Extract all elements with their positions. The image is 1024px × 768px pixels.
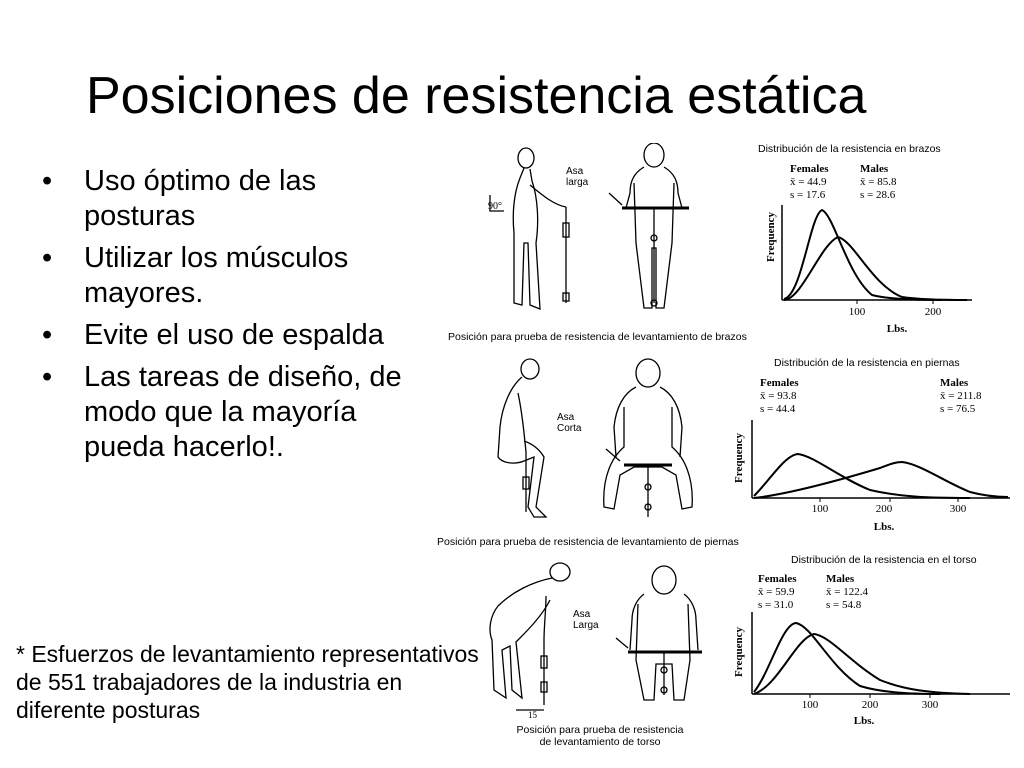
bullet-text: Uso óptimo de las posturas bbox=[84, 165, 317, 232]
bullet-dot: • bbox=[42, 165, 53, 197]
bullet-dot: • bbox=[42, 242, 53, 274]
handle-word: Asa bbox=[557, 412, 575, 423]
y-axis-label: Frequency bbox=[733, 433, 745, 483]
legs-females-stats bbox=[760, 377, 798, 416]
females-sd: s = 31.0 bbox=[758, 599, 794, 611]
y-axis-label: Frequency bbox=[733, 627, 745, 677]
bullet-dot: • bbox=[42, 361, 53, 393]
females-mean: x̄ = 93.8 bbox=[760, 390, 797, 402]
females-sd: s = 17.6 bbox=[790, 189, 826, 201]
torso-males-stats bbox=[826, 573, 868, 612]
tick-label: 100 bbox=[801, 699, 819, 711]
arms-females-stats bbox=[790, 163, 828, 202]
bullet-dot: • bbox=[42, 319, 53, 351]
females-mean: x̄ = 59.9 bbox=[758, 586, 795, 598]
tick-label: 200 bbox=[924, 306, 942, 318]
bullet-item bbox=[40, 360, 420, 465]
arms-males-stats bbox=[860, 163, 896, 202]
y-axis-label: Frequency bbox=[765, 212, 777, 262]
torso-distribution-chart bbox=[730, 612, 1012, 730]
tick-label: 300 bbox=[921, 699, 939, 711]
bullet-text: Las tareas de diseño, de modo que la mayoría pueda hacerlo!. bbox=[84, 361, 402, 463]
males-sd: s = 54.8 bbox=[826, 599, 862, 611]
bullet-item bbox=[40, 164, 420, 234]
arms-distribution-title: Distribución de la resistencia en brazos bbox=[758, 143, 941, 155]
tick-label: 100 bbox=[848, 306, 866, 318]
males-label: Males bbox=[826, 573, 855, 585]
x-axis-label: Lbs. bbox=[873, 521, 895, 533]
caption-line: de levantamiento de torso bbox=[539, 736, 661, 748]
bullet-item bbox=[40, 318, 420, 353]
legs-distribution-title: Distribución de la resistencia en piernas bbox=[774, 357, 960, 369]
males-mean: x̄ = 85.8 bbox=[860, 176, 897, 188]
females-label: Females bbox=[758, 573, 797, 585]
torso-females-stats bbox=[758, 573, 796, 612]
arms-caption: Posición para prueba de resistencia de levantamiento de brazos bbox=[448, 331, 747, 343]
females-label: Females bbox=[790, 163, 829, 175]
bullet-text: Utilizar los músculos mayores. bbox=[84, 242, 349, 309]
angle-label: 90° bbox=[488, 201, 502, 212]
torso-posture-illustration bbox=[476, 560, 716, 720]
torso-caption bbox=[500, 724, 700, 748]
handle-type: Larga bbox=[573, 620, 599, 631]
females-curve bbox=[784, 210, 942, 300]
males-mean: x̄ = 122.4 bbox=[826, 586, 868, 598]
tick-label: 300 bbox=[949, 503, 967, 515]
males-mean: x̄ = 211.8 bbox=[940, 390, 982, 402]
arms-posture-illustration bbox=[484, 143, 714, 328]
torso-handle-label bbox=[573, 609, 599, 631]
distance-label: 15 bbox=[528, 710, 537, 720]
females-label: Females bbox=[760, 377, 799, 389]
torso-distribution-title: Distribución de la resistencia en el torso bbox=[791, 554, 977, 566]
handle-type: Corta bbox=[557, 423, 582, 434]
males-curve bbox=[754, 634, 970, 694]
males-sd: s = 28.6 bbox=[860, 189, 896, 201]
footnote: * Esfuerzos de levantamiento representativos de 551 trabajadores de la industria en diferente posturas bbox=[16, 641, 479, 723]
tick-label: 100 bbox=[811, 503, 829, 515]
females-sd: s = 44.4 bbox=[760, 403, 796, 415]
legs-caption: Posición para prueba de resistencia de levantamiento de piernas bbox=[437, 536, 739, 548]
females-mean: x̄ = 44.9 bbox=[790, 176, 827, 188]
x-axis-label: Lbs. bbox=[853, 715, 875, 727]
females-curve bbox=[754, 623, 940, 694]
legs-males-stats bbox=[940, 377, 982, 416]
bullet-list bbox=[40, 164, 420, 472]
males-label: Males bbox=[860, 163, 889, 175]
caption-line: Posición para prueba de resistencia bbox=[516, 724, 684, 736]
legs-distribution-chart bbox=[730, 420, 1012, 535]
males-curve bbox=[784, 237, 967, 300]
males-label: Males bbox=[940, 377, 969, 389]
handle-type: larga bbox=[566, 177, 589, 188]
handle-word: Asa bbox=[573, 609, 591, 620]
tick-label: 200 bbox=[875, 503, 893, 515]
slide-title: Posiciones de resistencia estática bbox=[86, 67, 867, 125]
bullet-text: Evite el uso de espalda bbox=[84, 319, 384, 351]
x-axis-label: Lbs. bbox=[886, 323, 908, 335]
arms-distribution-chart bbox=[762, 205, 974, 335]
handle-word: Asa bbox=[566, 166, 584, 177]
males-sd: s = 76.5 bbox=[940, 403, 976, 415]
legs-handle-label bbox=[557, 412, 581, 434]
tick-label: 200 bbox=[861, 699, 879, 711]
legs-posture-illustration bbox=[484, 357, 714, 527]
arms-handle-label bbox=[566, 166, 588, 188]
bullet-item bbox=[40, 241, 420, 311]
